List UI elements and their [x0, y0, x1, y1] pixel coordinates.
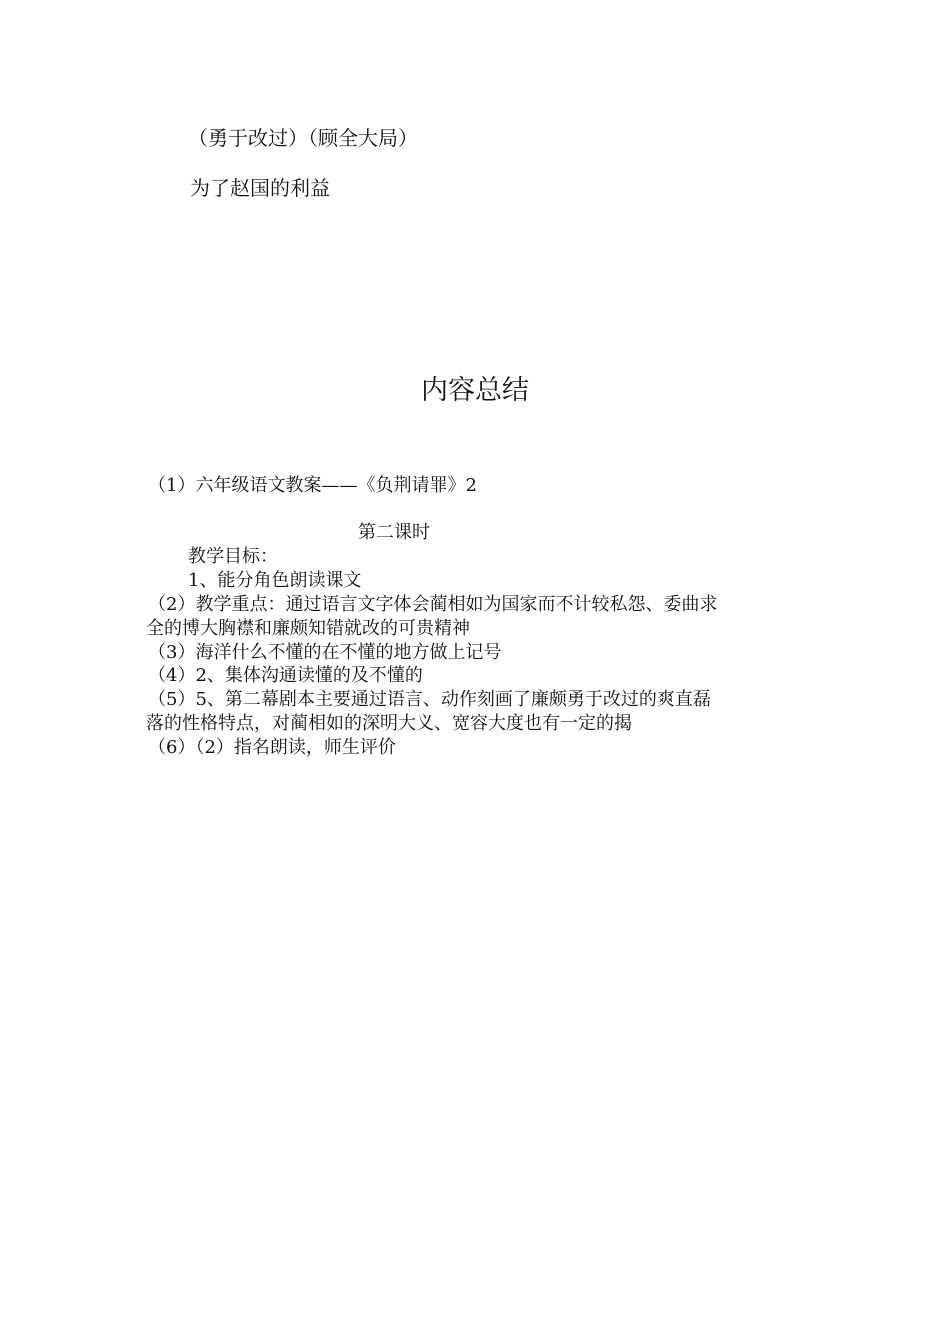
summary-item-3: （3）海洋什么不懂的在不懂的地方做上记号 — [148, 642, 502, 663]
lesson-subtitle: 第二课时 — [358, 522, 430, 543]
goal-item-1: 1、能分角色朗读课文 — [188, 570, 362, 591]
summary-item-6: （6）（2）指名朗读，师生评价 — [148, 737, 396, 758]
summary-item-1: （1）六年级语文教案——《负荆请罪》2 — [148, 475, 477, 496]
summary-item-2-line-1: （2）教学重点：通过语言文字体会蔺相如为国家而不计较私怨、委曲求 — [148, 594, 718, 615]
summary-item-5-line-1: （5）5、第二幕剧本主要通过语言、动作刻画了廉颇勇于改过的爽直磊 — [148, 689, 711, 710]
goal-label: 教学目标： — [188, 546, 278, 567]
summary-item-4: （4）2、集体沟通读懂的及不懂的 — [148, 665, 423, 686]
section-heading: 内容总结 — [421, 375, 529, 406]
summary-item-2-line-2: 全的博大胸襟和廉颇知错就改的可贵精神 — [146, 618, 470, 639]
top-line-virtues: （勇于改过）（顾全大局） — [188, 126, 418, 150]
summary-item-5-line-2: 落的性格特点，对蔺相如的深明大义、宽容大度也有一定的揭 — [146, 713, 632, 734]
top-line-purpose: 为了赵国的利益 — [190, 176, 330, 200]
